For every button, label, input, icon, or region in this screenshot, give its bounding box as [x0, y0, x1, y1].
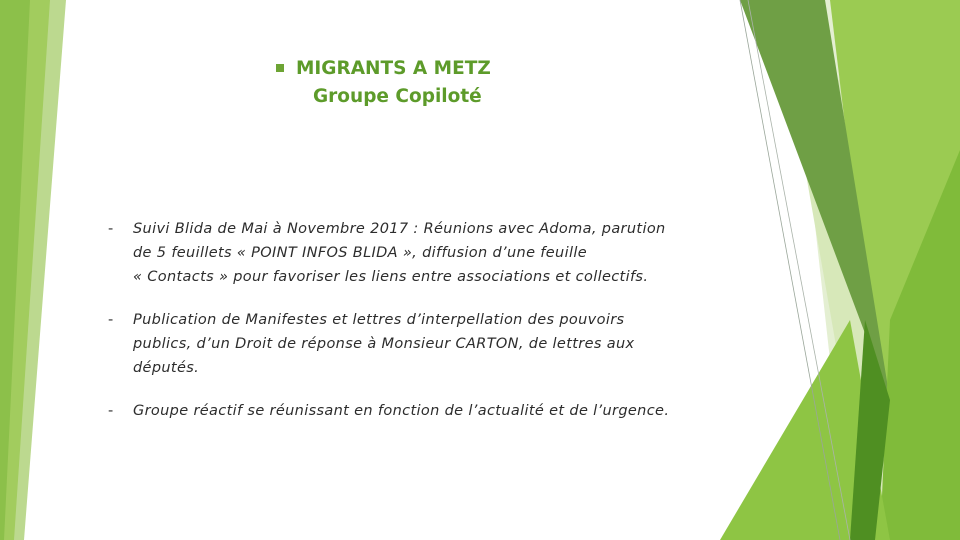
title-text-line-1: MIGRANTS A METZ [296, 58, 491, 79]
bullet-item [108, 217, 728, 289]
bullet-dash: - [108, 312, 114, 328]
title-text-line-2: Groupe Copiloté [313, 86, 482, 107]
bullet-list [108, 217, 728, 442]
right-decorative-facets [700, 0, 960, 540]
bullet-item [108, 308, 728, 380]
bullet-line: « Contacts » pour favoriser les liens entre associations et collectifs. [133, 269, 649, 285]
bullet-text [133, 308, 634, 380]
title-line-1 [276, 55, 491, 83]
bullet-line: de 5 feuillets « POINT INFOS BLIDA », diffusion d’une feuille [133, 245, 587, 261]
bullet-dash: - [108, 403, 114, 419]
bullet-line: Publication de Manifestes et lettres d’interpellation des pouvoirs [133, 312, 625, 328]
bullet-text [133, 399, 669, 423]
bullet-line: publics, d’un Droit de réponse à Monsieur CARTON, de lettres aux [133, 336, 635, 352]
slide-title [276, 55, 491, 111]
left-strip-graphic [0, 0, 66, 540]
bullet-item [108, 399, 728, 423]
bullet-line: Groupe réactif se réunissant en fonction de l’actualité et de l’urgence. [133, 403, 670, 419]
bullet-dash: - [108, 221, 114, 237]
square-bullet-icon [276, 64, 284, 72]
left-decorative-strip [0, 0, 66, 540]
bullet-line: Suivi Blida de Mai à Novembre 2017 : Réunions avec Adoma, parution [133, 221, 666, 237]
bullet-text [133, 217, 666, 289]
bullet-line: députés. [133, 360, 200, 376]
